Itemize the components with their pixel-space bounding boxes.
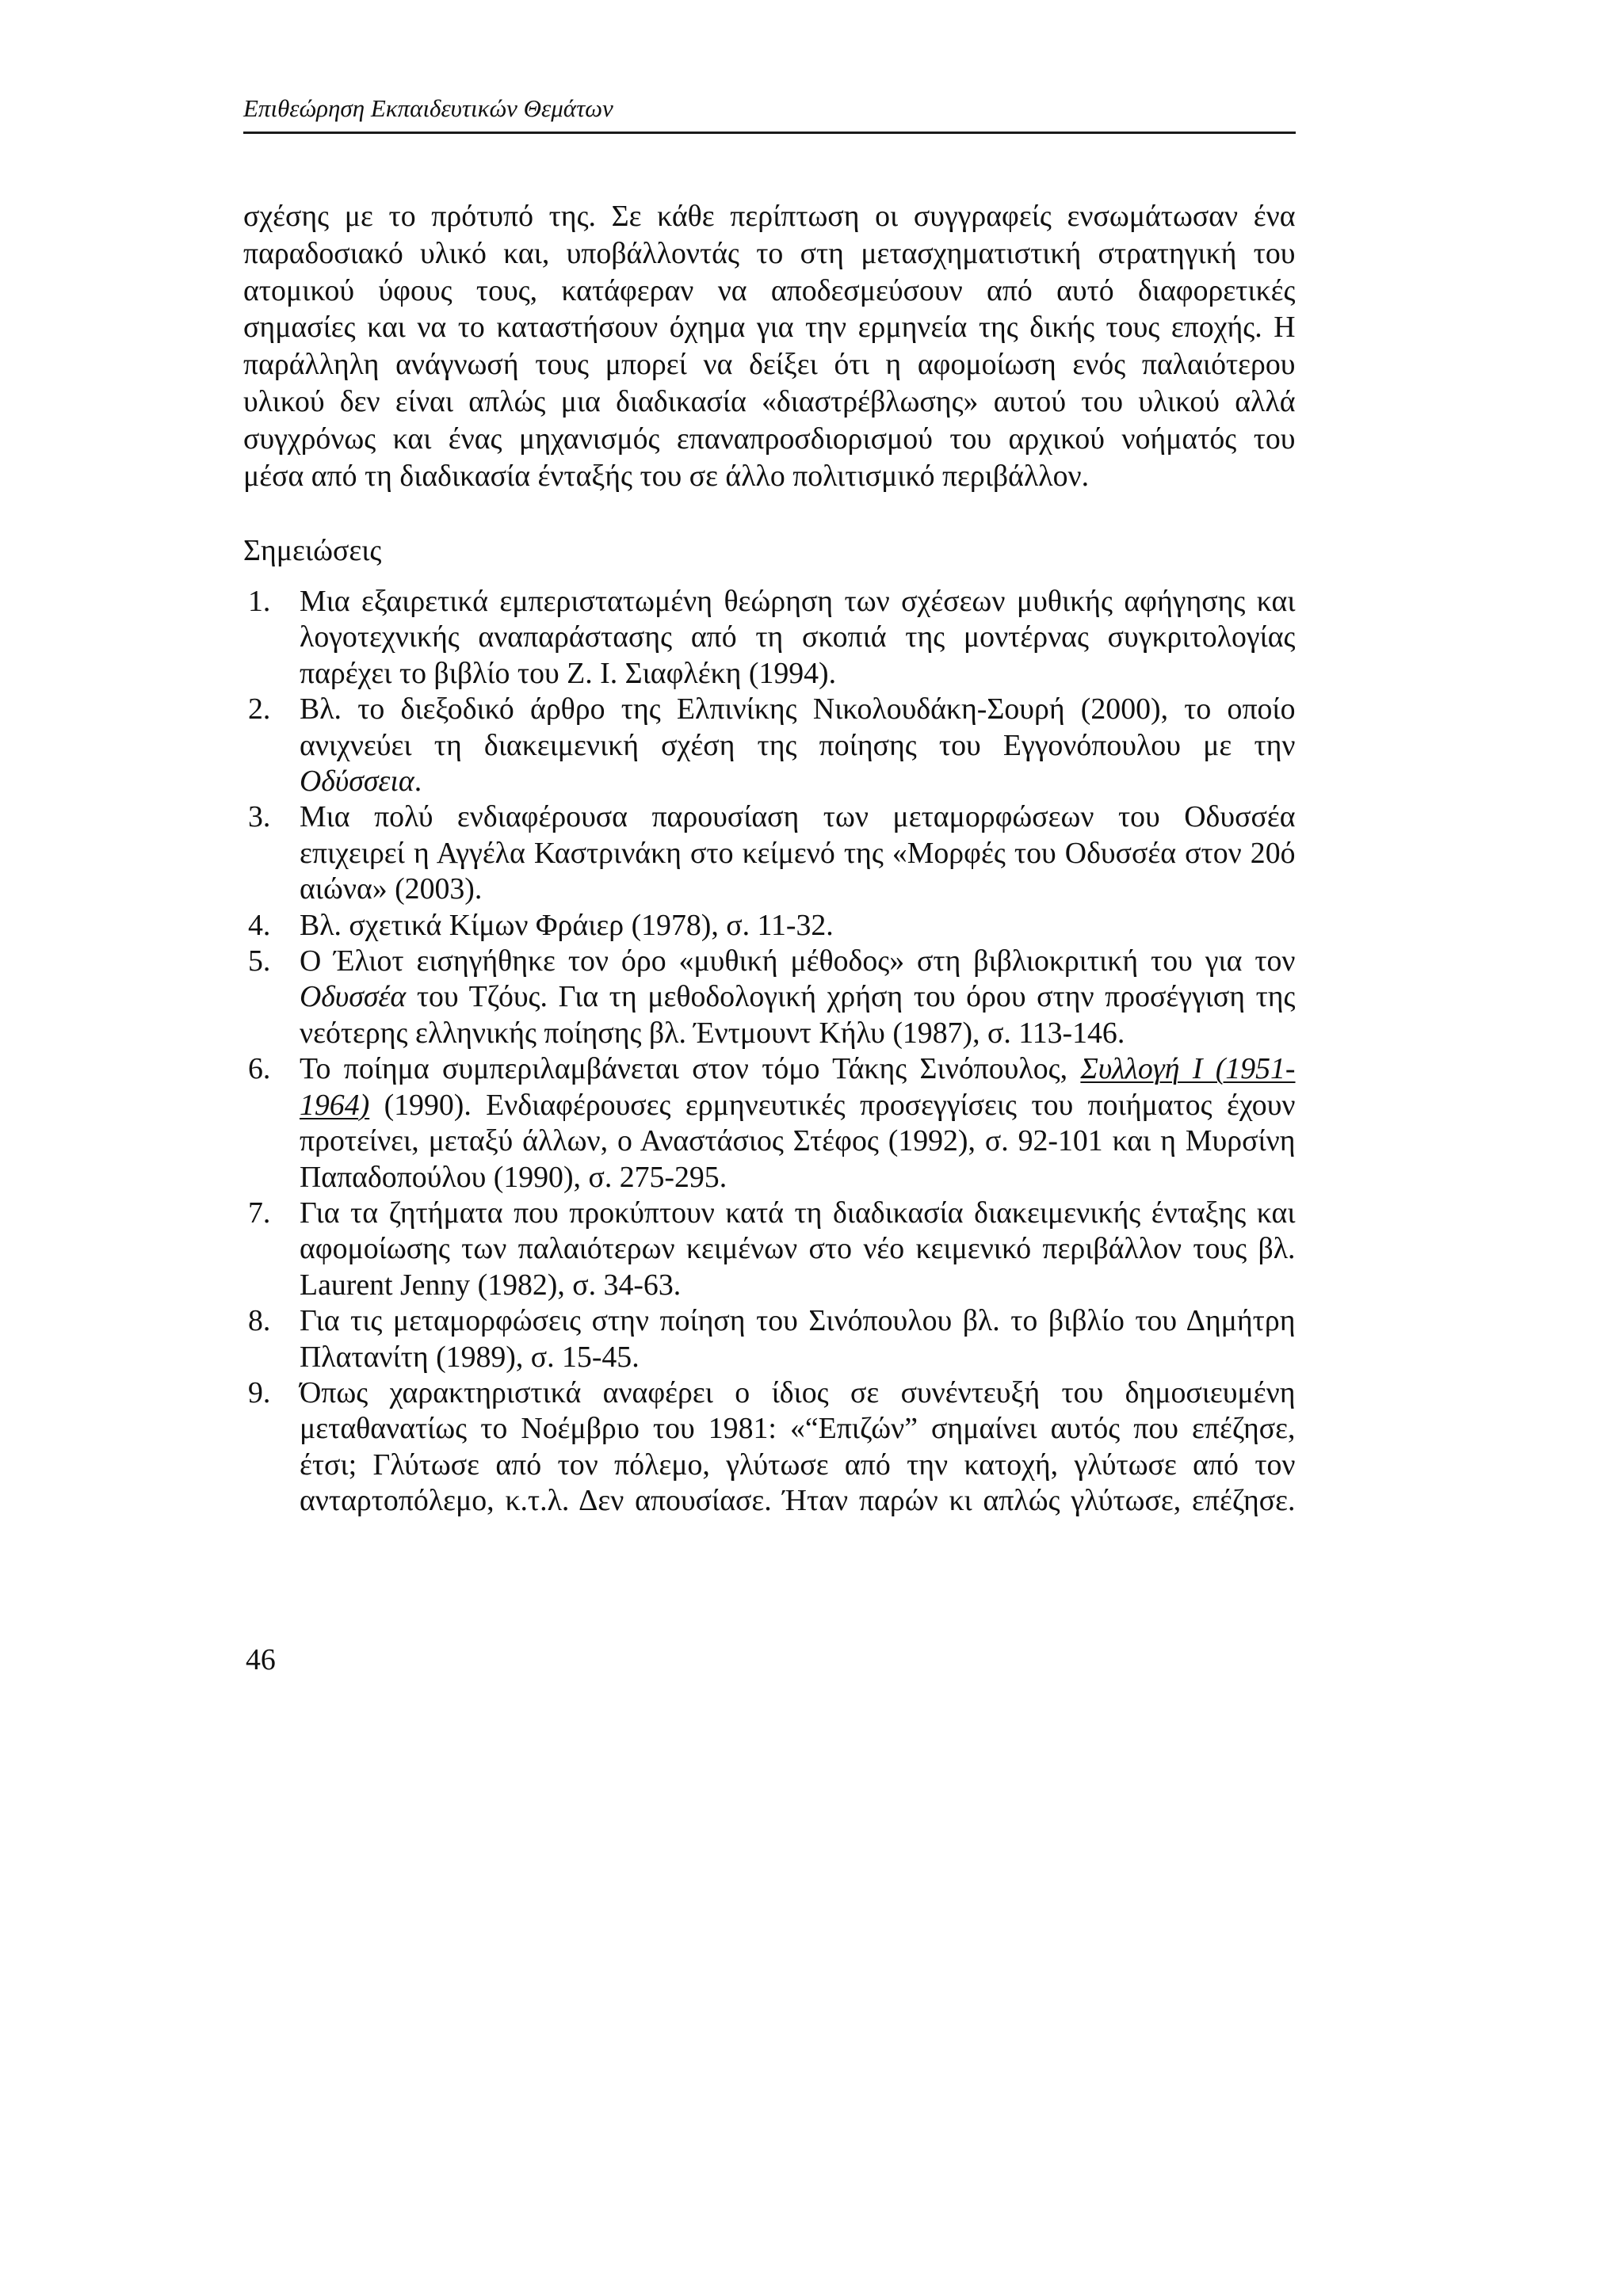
note-text-line xyxy=(300,764,1296,799)
note-text-line-text: Βλ. το διεξοδικό άρθρο της Ελπινίκης Νικολουδάκη-Σουρή (2000), το οποίο xyxy=(300,692,1296,727)
body-text-line-text: σχέσης με το πρότυπό της. Σε κάθε περίπτωση οι συγγραφείς ενσωμάτωσαν ένα xyxy=(243,200,1296,233)
italic-title-run: Οδύσσεια xyxy=(300,765,414,799)
note-text-line xyxy=(300,584,1296,620)
note-item xyxy=(243,1375,1296,1520)
note-text xyxy=(300,584,1296,692)
note-item xyxy=(243,1051,1296,1196)
note-text xyxy=(300,1051,1296,1196)
note-number: 1. xyxy=(248,585,271,618)
note-text-line xyxy=(300,1231,1296,1267)
note-text-line-text: μεταθανατίως το Νοέμβριο του 1981: «“Επιζών” σημαίνει αυτός που επέζησε, xyxy=(300,1412,1296,1446)
note-text-line-text: νεότερης ελληνικής ποίησης βλ. Έντμουντ Κήλυ (1987), σ. 113-146. xyxy=(300,1016,1125,1050)
italic-title-run: Συλλογή Ι (1951- xyxy=(1080,1052,1296,1086)
note-text-line xyxy=(300,1123,1296,1159)
note-text-line-text: Laurent Jenny (1982), σ. 34-63. xyxy=(300,1268,682,1302)
note-text-line-text: Για τα ζητήματα που προκύπτουν κατά τη διαδικασία διακειμενικής ένταξης και xyxy=(300,1196,1296,1230)
note-text-line-text: αφομοίωσης των παλαιότερων κειμένων στο νέο κειμενικό περιβάλλον τους βλ. xyxy=(300,1232,1296,1266)
note-item xyxy=(243,908,1296,944)
note-number: 6. xyxy=(248,1052,271,1086)
note-number: 3. xyxy=(248,800,271,834)
note-text-line-text: Για τις μεταμορφώσεις στην ποίηση του Σινόπουλου βλ. το βιβλίο του Δημήτρη xyxy=(300,1304,1296,1338)
note-text xyxy=(300,692,1296,799)
note-item xyxy=(243,692,1296,799)
note-text-line-text: προτείνει, μεταξύ άλλων, ο Αναστάσιος Στέφος (1992), σ. 92-101 και η Μυρσίνη xyxy=(300,1124,1296,1158)
page-number: 46 xyxy=(246,1643,276,1676)
note-text-line xyxy=(300,1340,1296,1375)
note-text-line-text: λογοτεχνικής αναπαράστασης από τη σκοπιά της μοντέρνας συγκριτολογίας xyxy=(300,620,1296,654)
running-head-journal-title: Επιθεώρηση Εκπαιδευτικών Θεμάτων xyxy=(243,94,613,122)
body-paragraph xyxy=(243,198,1296,494)
note-item xyxy=(243,799,1296,907)
body-text-line xyxy=(243,421,1296,458)
body-text-line-text: μέσα από τη διαδικασία ένταξής του σε άλλο πολιτισμικό περιβάλλον. xyxy=(243,459,1090,493)
text-run: του Τζόυς. Για τη μεθοδολογική χρήση του όρου στην προσέγγιση της xyxy=(406,980,1296,1014)
note-number: 8. xyxy=(248,1304,271,1338)
note-text-line-runs xyxy=(300,764,422,799)
note-text-line-text: αιώνα» (2003). xyxy=(300,872,483,906)
note-number: 5. xyxy=(248,944,271,978)
body-text-line-text: ατομικού ύφους τους, κατάφεραν να αποδεσμεύσουν από αυτό διαφορετικές xyxy=(243,273,1296,307)
body-text-line xyxy=(243,309,1296,346)
note-text xyxy=(300,1196,1296,1303)
text-run: Το ποίημα συμπεριλαμβάνεται στον τόμο Τάκης Σινόπουλος, xyxy=(300,1052,1081,1086)
note-text-line xyxy=(300,692,1296,727)
italic-title-run: 1964) xyxy=(300,1088,370,1122)
note-text xyxy=(300,1303,1296,1375)
note-text-line-text: Μια εξαιρετικά εμπεριστατωμένη θεώρηση των σχέσεων μυθικής αφήγησης και xyxy=(300,585,1296,618)
note-text-line-runs xyxy=(300,1051,1296,1087)
italic-title-run: Οδυσσέα xyxy=(300,980,407,1014)
note-text-line xyxy=(300,1483,1296,1519)
note-text-line xyxy=(300,836,1296,871)
body-text-line xyxy=(243,458,1296,495)
note-text-line-runs xyxy=(300,979,1296,1015)
note-text-line xyxy=(300,1160,1296,1196)
body-text-line xyxy=(243,273,1296,310)
body-text-line-text: συγχρόνως και ένας μηχανισμός επαναπροσδιορισμού του αρχικού νοήματός του xyxy=(243,421,1296,456)
notes-heading: Σημειώσεις xyxy=(243,534,382,567)
note-text-line xyxy=(300,1051,1296,1087)
note-text-line xyxy=(300,728,1296,764)
note-text-line xyxy=(300,1303,1296,1339)
note-text-line xyxy=(300,1016,1296,1051)
body-text-line-text: υλικού δεν είναι απλώς μια διαδικασία «διαστρέβλωσης» αυτού του υλικού αλλά xyxy=(243,384,1296,418)
note-text-line-text: παρέχει το βιβλίο του Ζ. Ι. Σιαφλέκη (1994). xyxy=(300,656,837,690)
note-text xyxy=(300,908,1296,944)
note-text-line xyxy=(300,1375,1296,1411)
note-text-line xyxy=(300,871,1296,907)
note-item xyxy=(243,584,1296,692)
note-item xyxy=(243,1196,1296,1303)
note-text-line xyxy=(300,1088,1296,1123)
note-text-line-runs xyxy=(300,1088,1296,1123)
note-text-line-text: Παπαδοπούλου (1990), σ. 275-295. xyxy=(300,1160,727,1194)
note-number: 2. xyxy=(248,692,271,727)
note-text-line-text: Όπως χαρακτηριστικά αναφέρει ο ίδιος σε συνέντευξή του δημοσιευμένη xyxy=(300,1375,1296,1409)
body-text-line-text: παραδοσιακό υλικό και, υποβάλλοντάς το στη μετασχηματιστική στρατηγική του xyxy=(243,236,1296,270)
note-text-line-text: ανιχνεύει τη διακειμενική σχέση της ποίησης του Εγγονόπουλου με την xyxy=(300,728,1296,762)
note-number: 7. xyxy=(248,1196,271,1230)
body-text-line-text: παράλληλη ανάγνωσή τους μπορεί να δείξει ότι η αφομοίωση ενός παλαιότερου xyxy=(243,348,1296,382)
note-text-line xyxy=(300,979,1296,1015)
note-item xyxy=(243,944,1296,1051)
note-text-line-text: Πλατανίτη (1989), σ. 15-45. xyxy=(300,1340,640,1374)
note-text-line-text: Βλ. σχετικά Κίμων Φράιερ (1978), σ. 11-32. xyxy=(300,908,834,942)
text-run: . xyxy=(414,765,422,799)
note-text-line xyxy=(300,799,1296,835)
note-text-line-text: Ο Έλιοτ εισηγήθηκε τον όρο «μυθική μέθοδος» στη βιβλιοκριτική του για τον xyxy=(300,944,1296,978)
note-text-line-text: έτσι; Γλύτωσε από τον πόλεμο, γλύτωσε από την κατοχή, γλύτωσε από τον xyxy=(300,1447,1296,1482)
note-text-line xyxy=(300,656,1296,692)
body-text-line xyxy=(243,198,1296,235)
notes-list xyxy=(243,584,1296,1520)
note-item xyxy=(243,1303,1296,1375)
body-text-line xyxy=(243,346,1296,383)
note-text-line xyxy=(300,1411,1296,1447)
note-number: 9. xyxy=(248,1375,271,1409)
note-text-line xyxy=(300,620,1296,655)
note-text-line-text: ανταρτοπόλεμο, κ.τ.λ. Δεν απουσίασε. Ήταν παρών κι απλώς γλύτωσε, επέζησε. xyxy=(300,1484,1296,1518)
note-text-line-text: Μια πολύ ενδιαφέρουσα παρουσίαση των μεταμορφώσεων του Οδυσσέα xyxy=(300,800,1296,834)
note-text-line xyxy=(300,1196,1296,1231)
body-text-line-text: σημασίες και να το καταστήσουν όχημα για την ερμηνεία της δικής τους εποχής. Η xyxy=(243,311,1296,345)
note-text xyxy=(300,1375,1296,1520)
body-text-line xyxy=(243,383,1296,421)
note-text xyxy=(300,799,1296,907)
header-rule xyxy=(243,132,1296,134)
text-run: (1990). Ενδιαφέρουσες ερμηνευτικές προσεγγίσεις του ποιήματος έχουν xyxy=(369,1088,1296,1122)
note-text-line xyxy=(300,1447,1296,1483)
note-text-line-text: επιχειρεί η Αγγέλα Καστρινάκη στο κείμενό της «Μορφές του Οδυσσέα στον 20ό xyxy=(300,836,1296,870)
note-text-line xyxy=(300,944,1296,979)
note-text xyxy=(300,944,1296,1051)
note-number: 4. xyxy=(248,908,271,942)
note-text-line xyxy=(300,908,1296,944)
note-text-line xyxy=(300,1268,1296,1303)
body-text-line xyxy=(243,235,1296,273)
